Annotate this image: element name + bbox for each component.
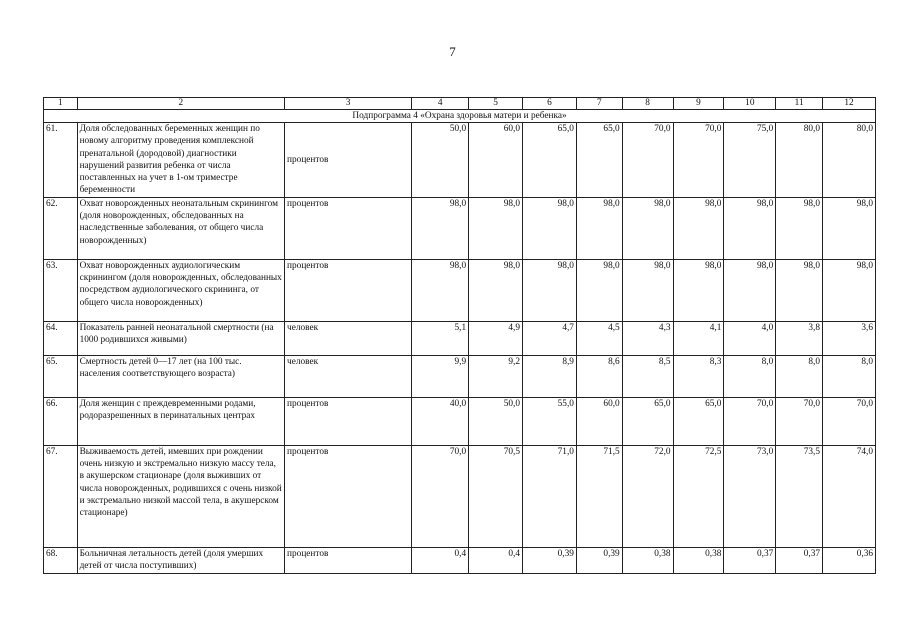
table-row	[44, 397, 876, 445]
value-cell: 71,5	[576, 445, 622, 547]
subprogram-row	[44, 110, 876, 123]
value-cell: 65,0	[576, 123, 622, 198]
table-row	[44, 321, 876, 355]
value-cell: 98,0	[776, 259, 823, 321]
header-cell: 4	[412, 98, 469, 110]
unit-cell: процентов	[285, 397, 412, 445]
value-cell: 5,1	[412, 321, 469, 355]
value-cell: 50,0	[412, 123, 469, 198]
value-cell: 70,0	[412, 445, 469, 547]
value-cell: 98,0	[673, 197, 724, 259]
value-cell: 0,39	[576, 547, 622, 573]
value-cell: 98,0	[412, 197, 469, 259]
value-cell: 60,0	[469, 123, 523, 198]
value-cell: 98,0	[523, 259, 577, 321]
value-cell: 98,0	[823, 197, 876, 259]
value-cell: 70,0	[673, 123, 724, 198]
value-cell: 65,0	[523, 123, 577, 198]
value-cell: 4,1	[673, 321, 724, 355]
value-cell: 65,0	[673, 397, 724, 445]
unit-cell: процентов	[285, 197, 412, 259]
value-cell: 73,5	[776, 445, 823, 547]
header-cell: 1	[44, 98, 78, 110]
value-cell: 98,0	[622, 259, 673, 321]
value-cell: 0,38	[622, 547, 673, 573]
value-cell: 70,5	[469, 445, 523, 547]
value-cell: 70,0	[823, 397, 876, 445]
value-cell: 71,0	[523, 445, 577, 547]
value-cell: 98,0	[576, 259, 622, 321]
value-cell: 8,0	[724, 355, 776, 397]
indicators-table	[43, 97, 876, 574]
unit-cell: человек	[285, 355, 412, 397]
value-cell: 72,0	[622, 445, 673, 547]
table-row	[44, 547, 876, 573]
value-cell: 0,39	[523, 547, 577, 573]
indicator-name: Доля женщин с преждевременными родами, родоразрешенных в перинатальных центрах	[77, 397, 284, 445]
value-cell: 0,37	[724, 547, 776, 573]
value-cell: 60,0	[576, 397, 622, 445]
header-cell: 11	[776, 98, 823, 110]
value-cell: 72,5	[673, 445, 724, 547]
value-cell: 73,0	[724, 445, 776, 547]
value-cell: 80,0	[823, 123, 876, 198]
value-cell: 0,36	[823, 547, 876, 573]
value-cell: 9,9	[412, 355, 469, 397]
value-cell: 0,4	[412, 547, 469, 573]
header-cell: 5	[469, 98, 523, 110]
indicator-name: Больничная летальность детей (доля умерших детей от числа поступивших)	[77, 547, 284, 573]
indicator-name: Доля обследованных беременных женщин по новому алгоритму проведения комплексной пренатальной (дородовой) диагностики нарушений развития ребенка от числа поставленных на учет в 1-ом триместре беременности	[77, 123, 284, 198]
unit-cell: процентов	[285, 123, 412, 198]
header-cell: 8	[622, 98, 673, 110]
value-cell: 8,9	[523, 355, 577, 397]
header-cell: 10	[724, 98, 776, 110]
header-cell: 3	[285, 98, 412, 110]
value-cell: 8,0	[823, 355, 876, 397]
value-cell: 80,0	[776, 123, 823, 198]
value-cell: 98,0	[776, 197, 823, 259]
indicator-name: Охват новорожденных неонатальным скринингом (доля новорожденных, обследованных на наследственные заболевания, от общего числа новорожденных)	[77, 197, 284, 259]
row-number: 63.	[44, 259, 78, 321]
unit-cell: человек	[285, 321, 412, 355]
table-row	[44, 197, 876, 259]
row-number: 66.	[44, 397, 78, 445]
value-cell: 75,0	[724, 123, 776, 198]
value-cell: 8,3	[673, 355, 724, 397]
value-cell: 9,2	[469, 355, 523, 397]
value-cell: 8,6	[576, 355, 622, 397]
table-row	[44, 355, 876, 397]
value-cell: 4,5	[576, 321, 622, 355]
value-cell: 98,0	[469, 197, 523, 259]
indicator-name: Выживаемость детей, имевших при рождении очень низкую и экстремально низкую массу тела, в акушерском стационаре (доля выживших от числа новорожденных, родившихся с очень низкой и экстремально низкой массой тела, в акушерском стационаре)	[77, 445, 284, 547]
unit-cell: процентов	[285, 259, 412, 321]
value-cell: 8,5	[622, 355, 673, 397]
row-number: 61.	[44, 123, 78, 198]
value-cell: 74,0	[823, 445, 876, 547]
value-cell: 55,0	[523, 397, 577, 445]
row-number: 64.	[44, 321, 78, 355]
table-row	[44, 123, 876, 198]
value-cell: 3,6	[823, 321, 876, 355]
value-cell: 4,9	[469, 321, 523, 355]
value-cell: 98,0	[622, 197, 673, 259]
row-number: 67.	[44, 445, 78, 547]
value-cell: 98,0	[576, 197, 622, 259]
value-cell: 4,3	[622, 321, 673, 355]
value-cell: 3,8	[776, 321, 823, 355]
value-cell: 4,0	[724, 321, 776, 355]
value-cell: 98,0	[412, 259, 469, 321]
value-cell: 98,0	[724, 259, 776, 321]
value-cell: 98,0	[724, 197, 776, 259]
row-number: 65.	[44, 355, 78, 397]
value-cell: 4,7	[523, 321, 577, 355]
value-cell: 98,0	[469, 259, 523, 321]
value-cell: 98,0	[673, 259, 724, 321]
value-cell: 98,0	[523, 197, 577, 259]
header-cell: 9	[673, 98, 724, 110]
value-cell: 70,0	[622, 123, 673, 198]
unit-cell: процентов	[285, 445, 412, 547]
unit-cell: процентов	[285, 547, 412, 573]
value-cell: 8,0	[776, 355, 823, 397]
row-number: 68.	[44, 547, 78, 573]
value-cell: 0,4	[469, 547, 523, 573]
header-cell: 7	[576, 98, 622, 110]
value-cell: 70,0	[776, 397, 823, 445]
row-number: 62.	[44, 197, 78, 259]
value-cell: 70,0	[724, 397, 776, 445]
value-cell: 40,0	[412, 397, 469, 445]
value-cell: 98,0	[823, 259, 876, 321]
indicator-name: Показатель ранней неонатальной смертности (на 1000 родившихся живыми)	[77, 321, 284, 355]
header-cell: 6	[523, 98, 577, 110]
page-number: 7	[449, 44, 456, 59]
header-cell: 12	[823, 98, 876, 110]
header-row	[44, 98, 876, 110]
indicator-name: Охват новорожденных аудиологическим скринингом (доля новорожденных, обследованных посредством аудиологического скрининга, от общего числа новорожденных)	[77, 259, 284, 321]
value-cell: 0,37	[776, 547, 823, 573]
indicator-name: Смертность детей 0—17 лет (на 100 тыс. населения соответствующего возраста)	[77, 355, 284, 397]
value-cell: 65,0	[622, 397, 673, 445]
table-row	[44, 259, 876, 321]
value-cell: 50,0	[469, 397, 523, 445]
value-cell: 0,38	[673, 547, 724, 573]
subprogram-title: Подпрограмма 4 «Охрана здоровья матери и ребенка»	[44, 110, 876, 123]
table-row	[44, 445, 876, 547]
header-cell: 2	[77, 98, 284, 110]
